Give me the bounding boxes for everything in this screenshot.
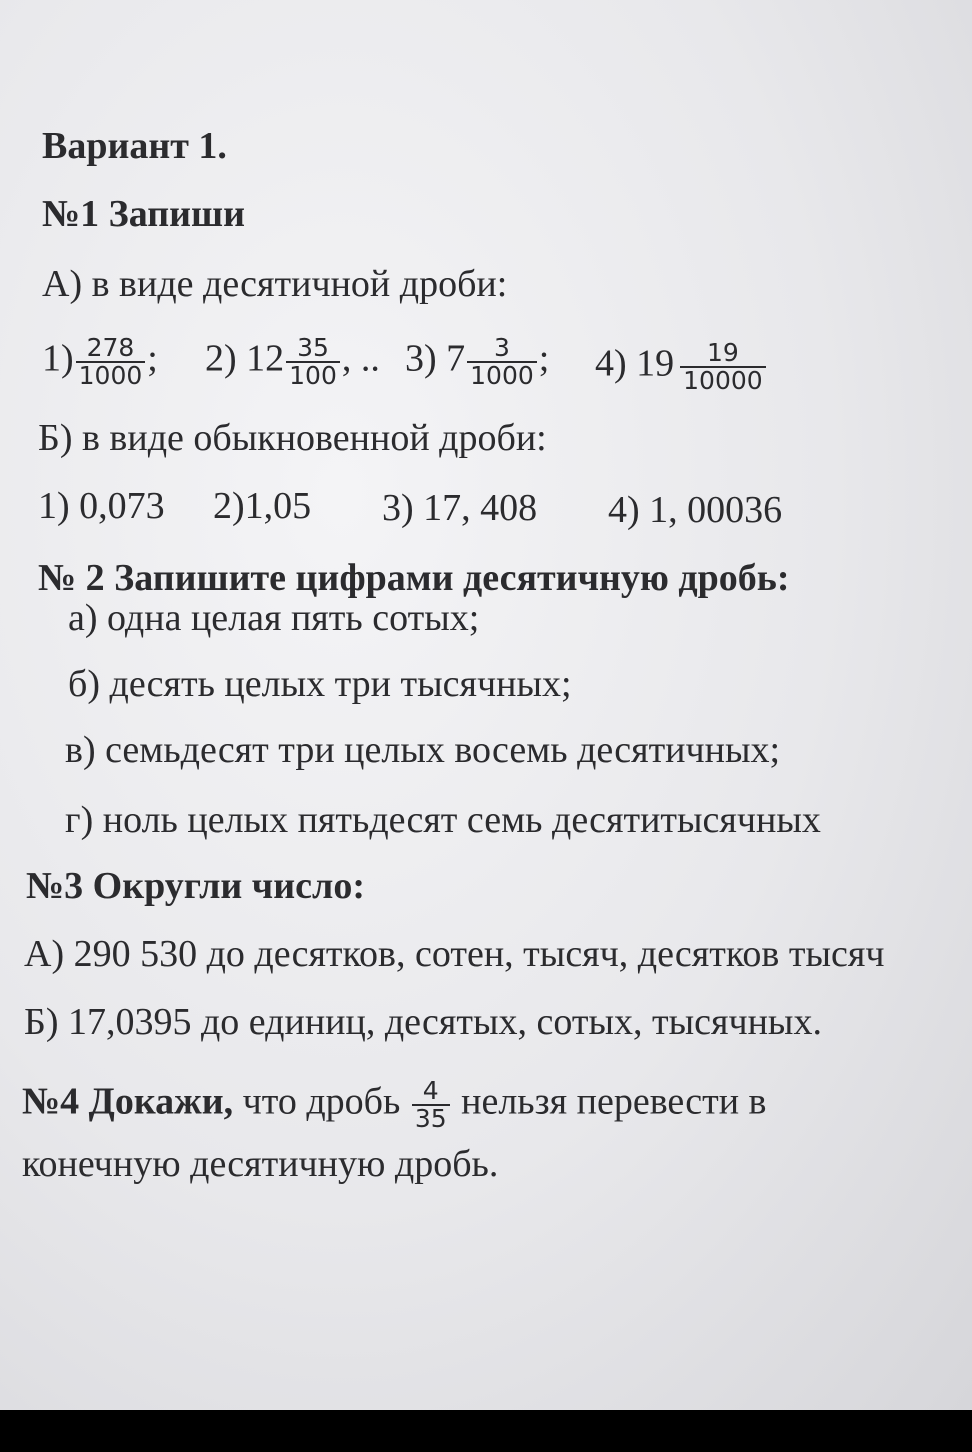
task1-a-item-2 — [205, 335, 380, 389]
task2-item-g: г) ноль целых пятьдесят семь десятитысячных — [65, 799, 821, 841]
task4-text-after: нельзя перевести в — [451, 1080, 767, 1123]
fraction-numerator: 4 — [422, 1076, 439, 1105]
fraction — [76, 335, 146, 389]
fraction-denominator: 10000 — [680, 366, 766, 394]
fraction — [286, 335, 340, 389]
fraction-denominator: 1000 — [76, 361, 146, 389]
fraction — [467, 335, 537, 389]
task1-a-item-3 — [405, 335, 549, 389]
fraction — [680, 340, 766, 394]
task1-b-item-3: 3) 17, 408 — [382, 487, 538, 529]
bottom-black-bar — [0, 1410, 972, 1452]
task4-title: №4 Докажи, — [22, 1080, 234, 1123]
fraction-denominator: 1000 — [467, 361, 537, 389]
item-suffix: , .. — [341, 337, 380, 380]
task1-title: №1 Запиши — [42, 193, 246, 235]
fraction-numerator: 19 — [707, 338, 739, 367]
item-prefix: 2) 12 — [205, 337, 285, 380]
item-prefix: 4) 19 — [595, 342, 675, 385]
task1-b-item-4: 4) 1, 00036 — [608, 489, 783, 531]
task2-item-v: в) семьдесят три целых восемь десятичных; — [65, 729, 781, 771]
task2-item-b: б) десять целых три тысячных; — [68, 663, 572, 705]
fraction-denominator: 35 — [412, 1104, 450, 1132]
task4-text-before: что дробь — [233, 1080, 410, 1123]
task3-title: №3 Округли число: — [26, 865, 365, 907]
task3-item-b: Б) 17,0395 до единиц, десятых, сотых, тысячных. — [24, 1001, 822, 1043]
task4-fraction — [412, 1078, 450, 1132]
task1-a-item-4 — [595, 340, 768, 394]
task1-b-item-1: 1) 0,073 — [38, 485, 165, 527]
item-prefix: 1) — [42, 337, 74, 380]
task2-title: № 2 Запишите цифрами десятичную дробь: — [38, 557, 790, 599]
fraction-numerator: 35 — [297, 333, 329, 362]
item-suffix: ; — [538, 337, 550, 380]
fraction-numerator: 3 — [494, 333, 510, 362]
fraction-numerator: 278 — [86, 333, 135, 362]
variant-title: Вариант 1. — [42, 125, 227, 167]
task1-part-a-label: А) в виде десятичной дроби: — [42, 263, 508, 305]
task4-line-2: конечную десятичную дробь. — [22, 1143, 499, 1185]
task1-part-b-label: Б) в виде обыкновенной дроби: — [38, 417, 547, 459]
item-suffix: ; — [147, 337, 158, 380]
task1-b-item-2: 2)1,05 — [213, 485, 312, 527]
task1-a-item-1 — [42, 335, 158, 389]
item-prefix: 3) 7 — [405, 337, 466, 380]
task2-item-a: а) одна целая пять сотых; — [68, 597, 480, 639]
task3-item-a: А) 290 530 до десятков, сотен, тысяч, десятков тысяч — [24, 933, 885, 975]
task4-line-1 — [22, 1078, 766, 1132]
fraction-denominator: 100 — [286, 361, 340, 389]
